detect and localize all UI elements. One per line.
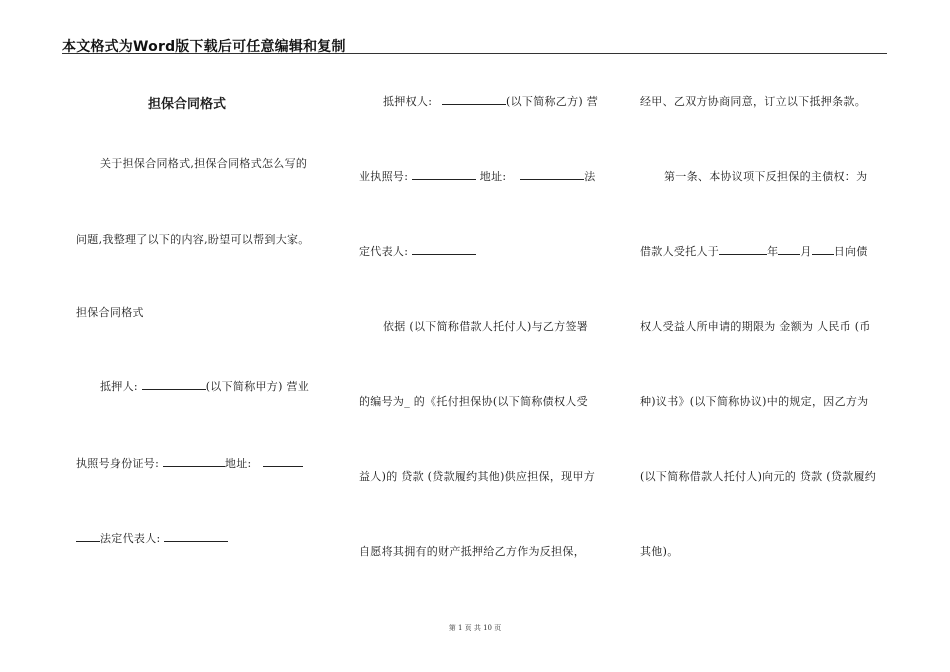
clause-line-7: 其他)。 xyxy=(640,545,679,558)
rep-label: 法定代表人: xyxy=(100,532,165,545)
blank-field xyxy=(412,169,476,180)
body-line-3: 益人)的 贷款 (贷款履约其他)供应担保，现甲方 xyxy=(359,470,596,483)
page-number: 第 1 页 共 10 页 xyxy=(448,624,502,632)
address-label: 地址: xyxy=(224,457,256,470)
rep-line xyxy=(76,530,228,546)
body-line-1: 依据 (以下简称借款人托付人)与乙方签署 xyxy=(383,320,589,333)
blank-field xyxy=(520,169,584,180)
mortgagor-tail: (以下简称甲方) 营业 xyxy=(205,380,310,393)
intro-line-2: 问题,我整理了以下的内容,盼望可以帮到大家。 xyxy=(76,233,310,246)
blank-field xyxy=(719,244,767,255)
law-tail: 法 xyxy=(584,170,596,183)
month-label: 月 xyxy=(800,245,812,258)
clause-line-6: (以下简称借款人托付人)向元的 贷款 (贷款履约 xyxy=(640,470,877,483)
license-line-2 xyxy=(359,168,596,184)
blank-field xyxy=(76,531,100,542)
blank-field xyxy=(164,531,228,542)
blank-field xyxy=(442,94,506,105)
body-line-4: 自愿将其拥有的财产抵押给乙方作为反担保， xyxy=(359,545,585,558)
blank-field xyxy=(263,456,303,467)
mortgagee-tail: (以下简称乙方) 营 xyxy=(506,95,599,108)
blank-field xyxy=(778,244,800,255)
blank-field xyxy=(142,379,206,390)
day-label: 日向债 xyxy=(833,245,868,258)
mortgagee-line xyxy=(383,93,598,109)
intro-line-1: 关于担保合同格式,担保合同格式怎么写的 xyxy=(100,157,308,170)
header-divider xyxy=(62,53,887,54)
section-heading: 担保合同格式 xyxy=(76,306,144,319)
mortgagor-line xyxy=(100,378,309,394)
clause-line-1: 经甲、乙双方协商同意，订立以下抵押条款。 xyxy=(640,95,866,108)
clause-line-3 xyxy=(640,243,868,259)
year-label: 年 xyxy=(767,245,779,258)
license-label-2: 业执照号: xyxy=(359,170,413,183)
mortgagor-label: 抵押人: xyxy=(100,380,142,393)
clause-text: 借款人受托人于 xyxy=(640,245,720,258)
license-label: 执照号身份证号: xyxy=(76,457,163,470)
clause-line-4: 权人受益人所申请的期限为 金额为 人民币 (币 xyxy=(640,320,871,333)
document-title: 担保合同格式 xyxy=(148,97,227,112)
address-label-2: 地址: xyxy=(476,170,511,183)
blank-field xyxy=(812,244,834,255)
blank-field xyxy=(412,244,476,255)
license-line xyxy=(76,455,303,471)
clause-line-2: 第一条、本协议项下反担保的主债权：为 xyxy=(664,170,868,183)
blank-field xyxy=(163,456,225,467)
document-header: 本文格式为Word版下载后可任意编辑和复制 xyxy=(62,39,346,55)
mortgagee-label: 抵押权人: xyxy=(383,95,437,108)
rep-label-2: 定代表人: xyxy=(359,245,413,258)
body-line-2: 的编号为_ 的《托付担保协(以下简称债权人受 xyxy=(359,395,588,408)
clause-line-5: 种)议书》(以下简称协议)中的规定，因乙方为 xyxy=(640,395,869,408)
rep-line-2 xyxy=(359,243,476,259)
